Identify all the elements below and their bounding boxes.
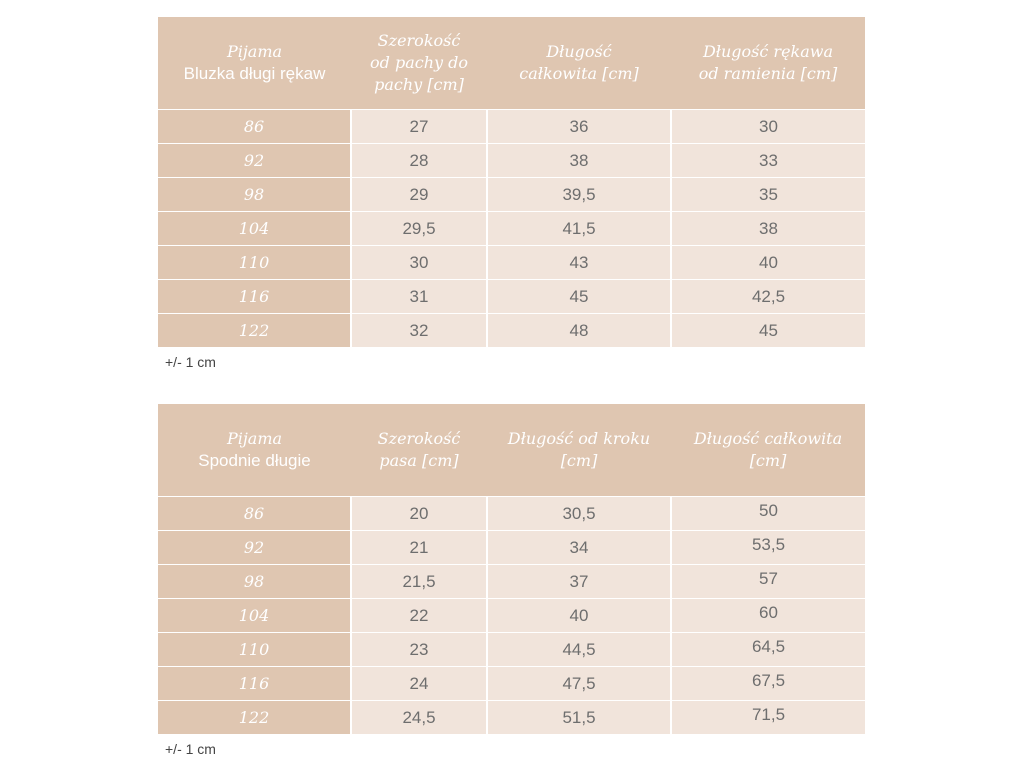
waist-width-cell: 24,5 bbox=[351, 701, 487, 735]
table-header-row bbox=[158, 17, 865, 110]
total-length-cell: 60 bbox=[671, 599, 865, 633]
size-cell: 122 bbox=[158, 701, 351, 735]
total-length-cell: 48 bbox=[487, 314, 671, 348]
table-header-row bbox=[158, 404, 865, 497]
waist-width-cell: 23 bbox=[351, 633, 487, 667]
table-row bbox=[158, 314, 865, 348]
table-row bbox=[158, 144, 865, 178]
header-product bbox=[158, 17, 351, 110]
table-row bbox=[158, 280, 865, 314]
total-length-cell: 67,5 bbox=[671, 667, 865, 701]
header-total-length-line2: całkowita [cm] bbox=[519, 64, 639, 83]
sleeve-length-cell: 30 bbox=[671, 110, 865, 144]
inseam-length-cell: 34 bbox=[487, 531, 671, 565]
header-inseam-length bbox=[487, 404, 671, 497]
sleeve-length-cell: 40 bbox=[671, 246, 865, 280]
inseam-length-cell: 40 bbox=[487, 599, 671, 633]
header-inseam-length-line2: [cm] bbox=[560, 451, 598, 470]
size-cell: 98 bbox=[158, 565, 351, 599]
total-length-cell: 36 bbox=[487, 110, 671, 144]
total-length-cell: 43 bbox=[487, 246, 671, 280]
table-row bbox=[158, 667, 865, 701]
size-cell: 92 bbox=[158, 144, 351, 178]
header-sleeve-length bbox=[671, 17, 865, 110]
total-length-cell: 50 bbox=[671, 497, 865, 531]
sleeve-length-cell: 42,5 bbox=[671, 280, 865, 314]
size-cell: 104 bbox=[158, 212, 351, 246]
header-product-title: Pijama bbox=[226, 42, 283, 61]
waist-width-cell: 21 bbox=[351, 531, 487, 565]
width-cell: 29 bbox=[351, 178, 487, 212]
total-length-cell: 39,5 bbox=[487, 178, 671, 212]
table-row bbox=[158, 212, 865, 246]
total-length-cell: 71,5 bbox=[671, 701, 865, 735]
header-product bbox=[158, 404, 351, 497]
total-length-cell: 45 bbox=[487, 280, 671, 314]
header-waist-width-line1: Szerokość bbox=[377, 429, 461, 448]
size-cell: 110 bbox=[158, 246, 351, 280]
width-cell: 28 bbox=[351, 144, 487, 178]
waist-width-cell: 24 bbox=[351, 667, 487, 701]
table-row bbox=[158, 701, 865, 735]
header-product-subtitle: Spodnie długie bbox=[198, 451, 311, 470]
table-row bbox=[158, 178, 865, 212]
header-inseam-length-line1: Długość od kroku bbox=[507, 429, 651, 448]
width-cell: 30 bbox=[351, 246, 487, 280]
total-length-cell: 64,5 bbox=[671, 633, 865, 667]
waist-width-cell: 22 bbox=[351, 599, 487, 633]
header-total-length bbox=[487, 17, 671, 110]
size-table-top bbox=[158, 17, 865, 348]
header-width bbox=[351, 17, 487, 110]
size-cell: 98 bbox=[158, 178, 351, 212]
size-cell: 116 bbox=[158, 667, 351, 701]
width-cell: 27 bbox=[351, 110, 487, 144]
size-table-bottom bbox=[158, 404, 865, 735]
sleeve-length-cell: 33 bbox=[671, 144, 865, 178]
header-sleeve-length-line2: od ramienia [cm] bbox=[698, 64, 838, 83]
header-total-length-line1: Długość bbox=[546, 42, 612, 61]
table-row bbox=[158, 599, 865, 633]
inseam-length-cell: 51,5 bbox=[487, 701, 671, 735]
header-product-subtitle: Bluzka długi rękaw bbox=[183, 64, 326, 83]
size-cell: 86 bbox=[158, 497, 351, 531]
header-total-length-line2: [cm] bbox=[749, 451, 787, 470]
inseam-length-cell: 37 bbox=[487, 565, 671, 599]
header-waist-width bbox=[351, 404, 487, 497]
waist-width-cell: 20 bbox=[351, 497, 487, 531]
header-width-line3: pachy [cm] bbox=[374, 75, 464, 94]
table-row bbox=[158, 633, 865, 667]
total-length-cell: 53,5 bbox=[671, 531, 865, 565]
width-cell: 29,5 bbox=[351, 212, 487, 246]
size-cell: 86 bbox=[158, 110, 351, 144]
table-row bbox=[158, 497, 865, 531]
header-waist-width-line2: pasa [cm] bbox=[379, 451, 459, 470]
waist-width-cell: 21,5 bbox=[351, 565, 487, 599]
table-row bbox=[158, 110, 865, 144]
total-length-cell: 41,5 bbox=[487, 212, 671, 246]
sleeve-length-cell: 35 bbox=[671, 178, 865, 212]
table-row bbox=[158, 531, 865, 565]
header-total-length-line1: Długość całkowita bbox=[693, 429, 843, 448]
inseam-length-cell: 30,5 bbox=[487, 497, 671, 531]
header-sleeve-length-line1: Długość rękawa bbox=[702, 42, 834, 61]
header-total-length bbox=[671, 404, 865, 497]
total-length-cell: 57 bbox=[671, 565, 865, 599]
size-cell: 110 bbox=[158, 633, 351, 667]
total-length-cell: 38 bbox=[487, 144, 671, 178]
size-cell: 122 bbox=[158, 314, 351, 348]
header-width-line1: Szerokość bbox=[377, 31, 461, 50]
tolerance-note-top: +/- 1 cm bbox=[165, 354, 216, 370]
inseam-length-cell: 47,5 bbox=[487, 667, 671, 701]
header-product-title: Pijama bbox=[226, 429, 283, 448]
size-cell: 104 bbox=[158, 599, 351, 633]
table-row bbox=[158, 246, 865, 280]
width-cell: 31 bbox=[351, 280, 487, 314]
size-cell: 92 bbox=[158, 531, 351, 565]
sleeve-length-cell: 45 bbox=[671, 314, 865, 348]
sleeve-length-cell: 38 bbox=[671, 212, 865, 246]
tolerance-note-bottom: +/- 1 cm bbox=[165, 741, 216, 757]
inseam-length-cell: 44,5 bbox=[487, 633, 671, 667]
width-cell: 32 bbox=[351, 314, 487, 348]
table-row bbox=[158, 565, 865, 599]
header-width-line2: od pachy do bbox=[369, 53, 468, 72]
size-cell: 116 bbox=[158, 280, 351, 314]
